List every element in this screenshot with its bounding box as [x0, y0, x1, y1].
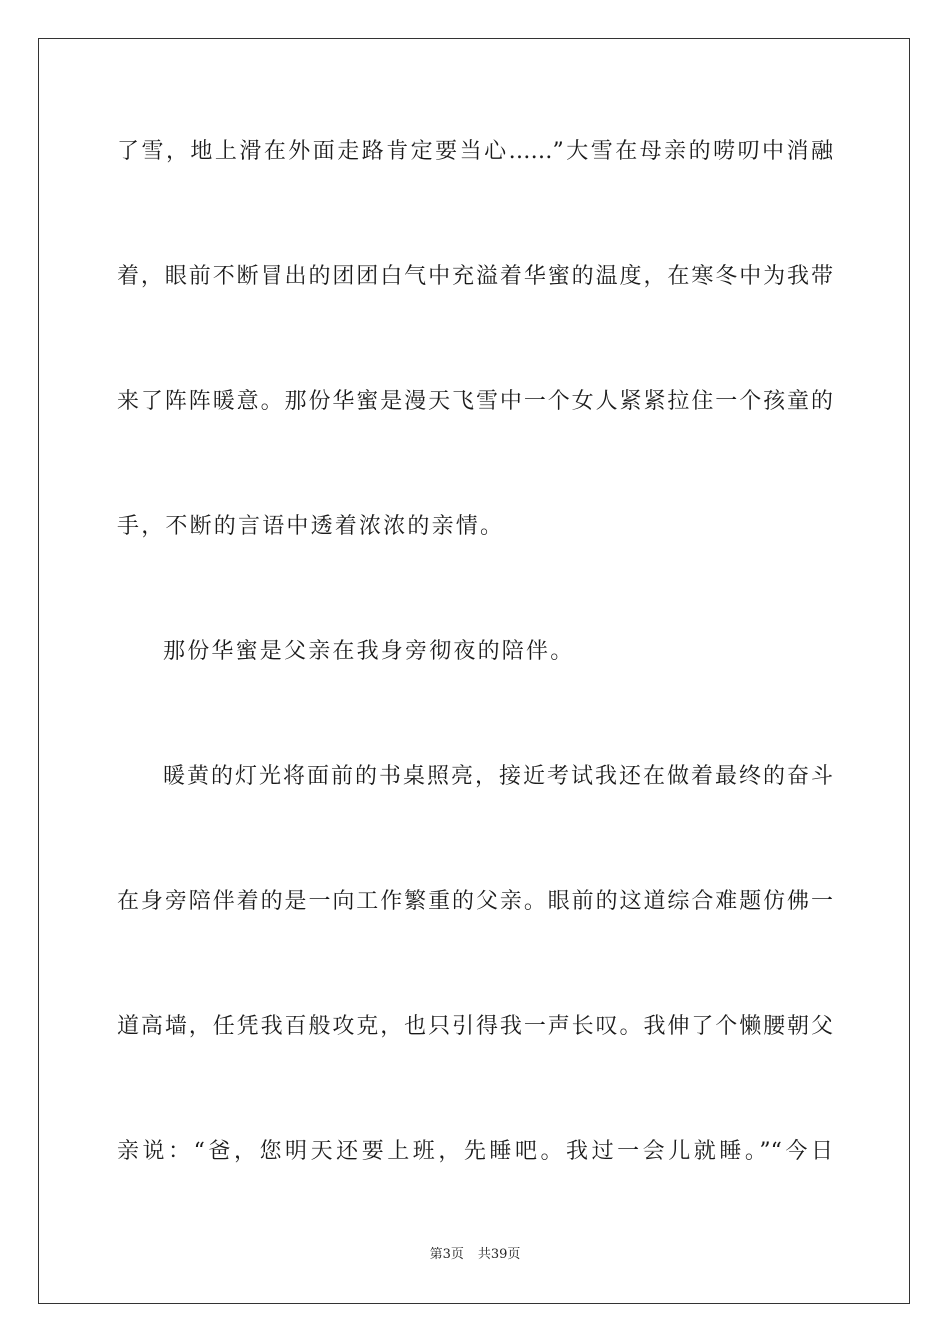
text-line-4: 手，不断的言语中透着浓浓的亲情。 — [117, 514, 505, 539]
text-line-3: 来了阵阵暖意。那份华蜜是漫天飞雪中一个女人紧紧拉住一个孩童的 — [117, 389, 833, 414]
page-number: 第3页 — [429, 1247, 464, 1262]
text-line-2: 着，眼前不断冒出的团团白气中充溢着华蜜的温度，在寒冬中为我带 — [117, 264, 833, 289]
page-border — [38, 38, 910, 1304]
page-footer — [0, 1245, 950, 1265]
text-line-5: 那份华蜜是父亲在我身旁彻夜的陪伴。 — [163, 639, 575, 664]
text-line-1: 了雪，地上滑在外面走路肯定要当心……”大雪在母亲的唠叨中消融 — [117, 139, 833, 164]
text-line-9: 亲说：“爸，您明天还要上班，先睡吧。我过一会儿就睡。”“今日 — [117, 1139, 833, 1164]
text-line-8: 道高墙，任凭我百般攻克，也只引得我一声长叹。我伸了个懒腰朝父 — [117, 1014, 833, 1039]
text-line-6: 暖黄的灯光将面前的书桌照亮，接近考试我还在做着最终的奋斗 — [163, 764, 833, 789]
page-total: 共39页 — [477, 1247, 521, 1262]
text-line-7: 在身旁陪伴着的是一向工作繁重的父亲。眼前的这道综合难题仿佛一 — [117, 889, 833, 914]
